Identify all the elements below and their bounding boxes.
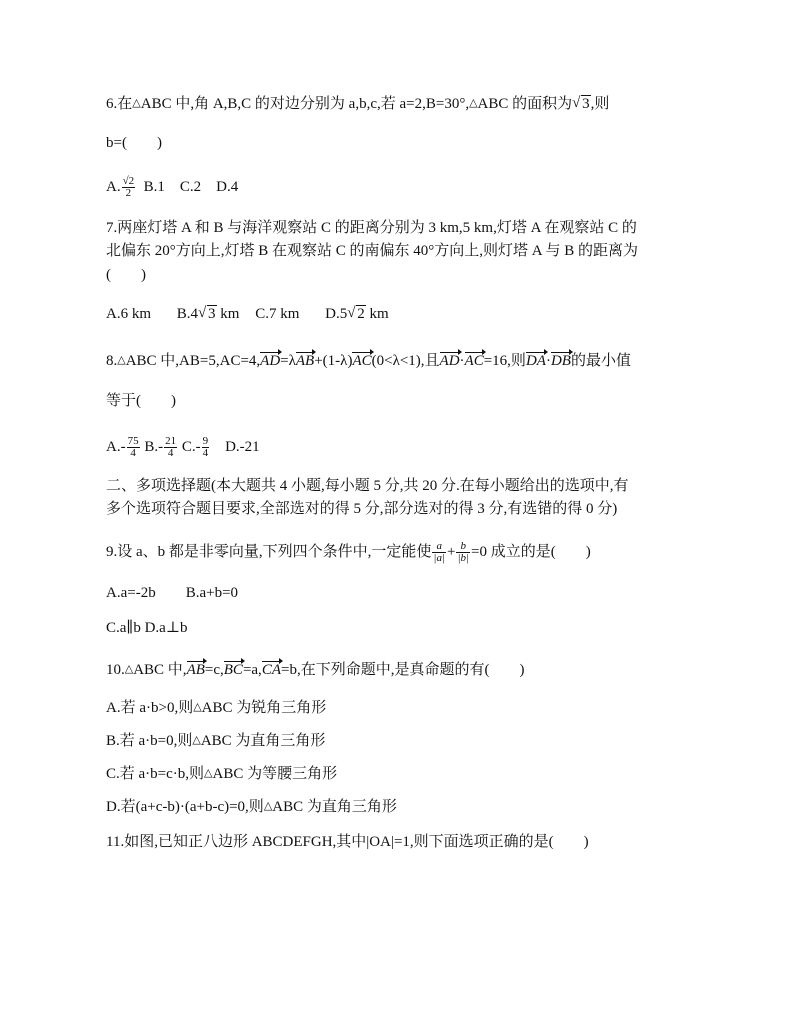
triangle-symbol: △	[469, 97, 478, 109]
q10-text: 10.	[106, 662, 125, 678]
q10-text: =a,	[242, 662, 262, 678]
section-heading-line1: 二、多项选择题(本大题共 4 小题,每小题 5 分,共 20 分.在每小题给出的选项中,有	[106, 478, 629, 494]
q7-stem-line1: 7.两座灯塔 A 和 B 与海洋观察站 C 的距离分别为 3 km,5 km,灯塔 A 在观察站 C 的	[106, 220, 637, 236]
option-text: D.若(a+c-b)·(a+b-c)=0,则	[106, 799, 264, 815]
radicand: 3	[208, 306, 216, 322]
option-text: ABC 为直角三角形	[200, 733, 326, 749]
q6-text: ABC 中,角 A,B,C 的对边分别为 a,b,c,若 a=2,B=30°,	[140, 96, 470, 112]
option-text: A.若 a·b>0,则	[106, 700, 194, 716]
fraction	[432, 541, 446, 564]
numerator: √2	[122, 175, 135, 187]
triangle-symbol: △	[263, 800, 273, 812]
fraction	[122, 176, 136, 199]
q7-options	[106, 304, 389, 324]
denominator: 4	[202, 447, 209, 459]
option-b-suffix: km	[216, 306, 240, 322]
vector-AD: AD	[260, 353, 281, 369]
option-d-prefix: D.5	[325, 306, 348, 322]
options-rest: B.1 C.2 D.4	[143, 178, 239, 195]
fraction	[202, 436, 210, 459]
triangle-symbol: △	[117, 354, 126, 366]
vector-AD: AD	[439, 353, 460, 369]
q6-text: ABC 的面积为	[477, 96, 573, 112]
vector-DB: DB	[550, 353, 571, 369]
option-c: C.7 km	[255, 306, 300, 322]
vector-BC: BC	[223, 662, 243, 678]
option-text: B.若 a·b=0,则	[106, 733, 193, 749]
q8-stem-line1	[106, 350, 631, 371]
q10-text: =c,	[204, 662, 224, 678]
q8-text: (0<λ<1),且	[371, 353, 440, 369]
q9-text: 9.设 a、b 都是非零向量,下列四个条件中,一定能使	[106, 543, 432, 560]
q10-option-c	[106, 763, 337, 784]
fraction	[164, 436, 177, 459]
option-text: ABC 为等腰三角形	[212, 766, 338, 782]
q10-option-a	[106, 697, 326, 718]
q9-stem	[106, 541, 591, 564]
plus-sign: +	[446, 543, 456, 560]
q10-text: =b,在下列命题中,是真命题的有( )	[280, 662, 525, 678]
option-d-suffix: km	[365, 306, 389, 322]
q9-options-cd: C.a∥b D.a⊥b	[106, 620, 188, 636]
sqrt-expression	[347, 304, 366, 324]
dot-operator: ·	[459, 353, 465, 369]
triangle-symbol: △	[193, 701, 202, 713]
vector-AC: AC	[464, 353, 484, 369]
triangle-symbol: △	[192, 734, 201, 746]
q10-stem	[106, 659, 524, 680]
option-b-prefix: B.4	[176, 306, 199, 322]
option-d: D.-21	[210, 438, 260, 455]
vector-AB: AB	[295, 353, 315, 369]
numerator: 9	[202, 435, 209, 447]
numerator: a	[432, 541, 446, 553]
option-label: A.	[106, 178, 121, 195]
vector-AC: AC	[352, 353, 372, 369]
triangle-symbol: △	[124, 663, 134, 675]
option-b	[177, 306, 240, 322]
q6-options	[106, 176, 238, 199]
sqrt-expression	[572, 94, 591, 114]
q6-text: ,则	[590, 96, 610, 112]
option-a: A.6 km	[106, 306, 151, 322]
numerator: b	[456, 541, 470, 553]
vector-DA: DA	[525, 353, 546, 369]
q6-stem-line2: b=( )	[106, 135, 162, 151]
q11-stem: 11.如图,已知正八边形 ABCDEFGH,其中|OA|=1,则下面选项正确的是( )	[106, 834, 589, 850]
q8-text: +(1-λ)	[314, 353, 353, 369]
q10-text: ABC 中,	[133, 662, 187, 678]
vector-AB: AB	[186, 662, 205, 678]
option-label: C.-	[178, 438, 201, 455]
vector-CA: CA	[261, 662, 281, 678]
fraction	[127, 436, 140, 459]
numerator: 21	[165, 435, 177, 447]
q6-stem-line1	[106, 93, 609, 114]
denominator: 2	[125, 187, 132, 199]
section-heading-line2: 多个选项符合题目要求,全部选对的得 5 分,部分选对的得 3 分,有选错的得 0 分)	[106, 501, 618, 517]
radicand: 3	[582, 96, 590, 112]
numerator: 75	[127, 435, 139, 447]
fraction	[456, 541, 470, 564]
q8-text: 8.	[106, 353, 118, 369]
option-d	[325, 306, 389, 322]
q8-stem-line2: 等于( )	[106, 393, 176, 409]
option-label: A.-	[106, 438, 126, 455]
q8-text: =λ	[280, 353, 296, 369]
q10-option-d	[106, 796, 397, 817]
sqrt-expression	[198, 304, 217, 324]
q8-options	[106, 436, 260, 459]
radicand: 2	[357, 306, 365, 322]
q9-options-ab: A.a=-2b B.a+b=0	[106, 585, 239, 601]
q7-stem-line3: ( )	[106, 267, 146, 283]
option-text: ABC 为直角三角形	[272, 799, 397, 815]
denominator: |b|	[457, 552, 470, 564]
denominator: |a|	[433, 552, 445, 564]
denominator: 4	[167, 447, 174, 459]
q8-text: ABC 中,AB=5,AC=4,	[125, 353, 261, 369]
q10-option-b	[106, 730, 325, 751]
q6-text: 6.在	[106, 96, 133, 112]
triangle-symbol: △	[132, 97, 141, 109]
q8-text: =16,则	[483, 353, 526, 369]
q8-text: 的最小值	[570, 353, 631, 369]
q7-stem-line2: 北偏东 20°方向上,灯塔 B 在观察站 C 的南偏东 40°方向上,则灯塔 A 与 B 的距离为	[106, 243, 639, 259]
triangle-symbol: △	[204, 767, 213, 779]
dot-operator: ·	[545, 353, 551, 369]
option-label: B.-	[140, 438, 164, 455]
q9-text: =0 成立的是( )	[471, 543, 591, 560]
option-text: C.若 a·b=c·b,则	[106, 766, 205, 782]
option-text: ABC 为锐角三角形	[201, 700, 327, 716]
denominator: 4	[130, 447, 136, 459]
